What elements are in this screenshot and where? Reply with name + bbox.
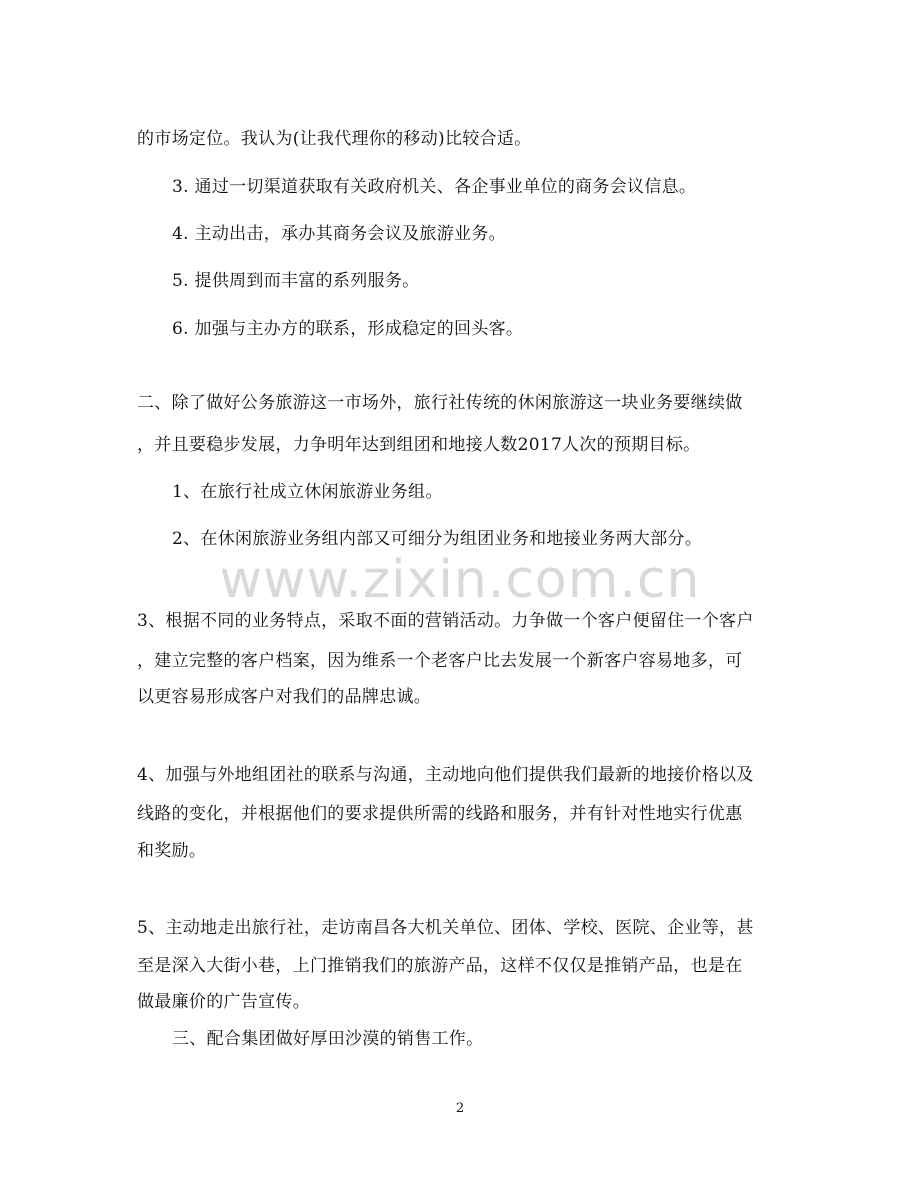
watermark: www.zixin.com.cn xyxy=(219,550,701,610)
page-number: 2 xyxy=(455,1101,465,1116)
text-line: 1、在旅行社成立休闲旅游业务组。 xyxy=(172,482,443,502)
text-line: 和奖励。 xyxy=(137,841,207,861)
text-line: 3. 通过一切渠道获取有关政府机关、各企事业单位的商务会议信息。 xyxy=(172,177,697,197)
text-line: ，建立完整的客户档案，因为维系一个老客户比去发展一个新客户容易地多，可 xyxy=(137,651,743,671)
text-line: 4、加强与外地组团社的联系与沟通，主动地向他们提供我们最新的地接价格以及 xyxy=(137,765,754,785)
text-line: 2、在休闲旅游业务组内部又可细分为组团业务和地接业务两大部分。 xyxy=(172,529,703,549)
text-line: 二、除了做好公务旅游这一市场外，旅行社传统的休闲旅游这一块业务要继续做 xyxy=(137,393,743,413)
text-line: 至是深入大街小巷，上门推销我们的旅游产品，这样不仅仅是推销产品，也是在 xyxy=(137,956,743,976)
text-line: ，并且要稳步发展，力争明年达到组团和地接人数2017人次的预期目标。 xyxy=(137,435,701,455)
text-line: 6. 加强与主办方的联系，形成稳定的回头客。 xyxy=(172,319,524,339)
text-line: 线路的变化，并根据他们的要求提供所需的线路和服务，并有针对性地实行优惠 xyxy=(137,804,743,824)
text-line: 的市场定位。我认为(让我代理你的移动)比较合适。 xyxy=(137,129,532,149)
text-line: 5、主动地走出旅行社，走访南昌各大机关单位、团体、学校、医院、企业等，甚 xyxy=(137,918,754,938)
text-line: 三、配合集团做好厚田沙漠的销售工作。 xyxy=(172,1029,484,1049)
text-line: 5. 提供周到而丰富的系列服务。 xyxy=(172,271,420,291)
text-line: 4. 主动出击，承办其商务会议及旅游业务。 xyxy=(172,224,506,244)
text-line: 做最廉价的广告宣传。 xyxy=(137,992,310,1012)
text-line: 3、根据不同的业务特点，采取不面的营销活动。力争做一个客户便留住一个客户 xyxy=(137,611,754,631)
text-line: 以更容易形成客户对我们的品牌忠诚。 xyxy=(137,687,432,707)
